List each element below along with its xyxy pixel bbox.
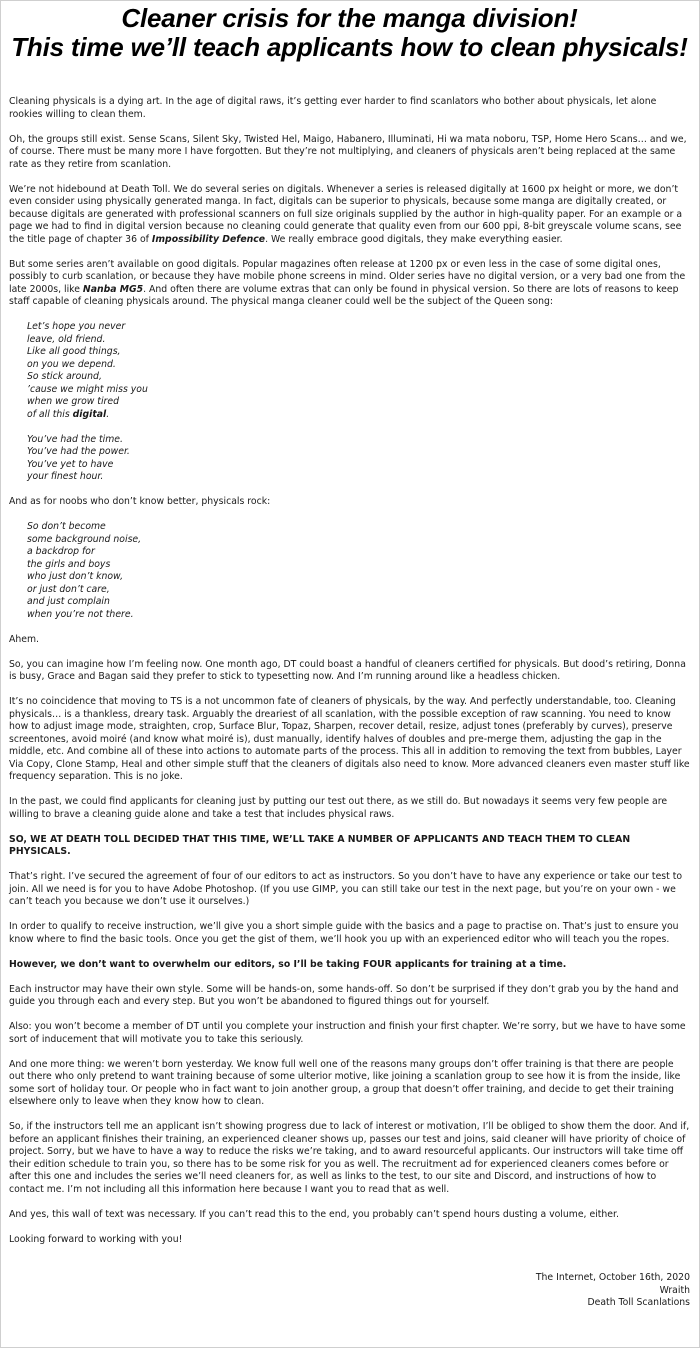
paragraph-closing: Looking forward to working with you! [9,1233,183,1245]
poem-line: You’ve yet to have [27,458,114,470]
paragraph-digitals-text-b: . We really embrace good digitals, they make everything easier. [265,233,563,245]
song-quote-1 [27,321,690,484]
paragraph-intro: Cleaning physicals is a dying art. In the age of digital raws, it’s getting ever harder to find scanlators who bother about physicals, let alone rookies willing to clean them. [9,96,657,120]
poem-line: some background noise, [27,533,142,545]
poem-line: leave, old friend. [27,333,106,345]
paragraph-digitals-text-a: We’re not hidebound at Death Toll. We do several series on digitals. Whenever a series is released digitally at 1600 px height or more, we don’t even consider using physically generated manga. In fact, digitals can be superior to physicals, because some manga are digitally created, or because digitals are generated with professional scanners on full size originals supplied by the author in high-quality paper. For an example or a page we had to find in digital version because no cleaning could generate that quality even from our 600 ppi, 8-bit greyscale volume scans, see the title page of chapter 36 of [9,183,683,245]
poem-line: when you’re not there. [27,608,134,620]
paragraph-ahem: Ahem. [9,633,39,645]
paragraph-four-applicants: However, we don’t want to overwhelm our editors, so I’ll be taking FOUR applicants for training at a time. [9,958,567,970]
paragraph-one-more-thing: And one more thing: we weren’t born yesterday. We know full well one of the reasons many groups don’t offer training is that there are people out there who only pretend to want training because of some ulterior motive, like joining a scanlation group to see how it is from the inside, like some sort of holiday tour. Or people who in fact want to join another group, a group that doesn’t offer training, and decide to get their training elsewhere only to leave when they know how to clean. [9,1058,681,1107]
paragraph-physicals-text-a: But some series aren’t available on good digitals. Popular magazines often release at 1200 px or even less in the case of some digital ones, possibly to curb scanlation, or because they have mobile phone screens in mind. Older series have no digital version, or a very bad one from the late 2000s, like [9,258,686,295]
poem-emphasis: digital [72,408,107,420]
poem-line: on you we depend. [27,358,116,370]
signature-block [9,1272,690,1310]
poem-line: who just don’t know, [27,571,124,582]
title-nanba-mg5: Nanba MG5 [82,283,144,295]
poem-line: or just don’t care, [27,583,110,595]
paragraph-progress-policy: So, if the instructors tell me an applicant isn’t showing progress due to lack of interest or motivation, I’ll be obliged to show them the door. And if, before an applicant finishes their training, an experienced cleaner shows up, passes our test and joins, said cleaner will have priority of choice of project. Sorry, but we have to have a way to reduce the risks we’re taking, and to award resourceful applicants. Our instructors will take time off their edition schedule to train you, so there has to be some risk for you as well. The recruitment ad for experienced cleaners comes before or after this one and includes the series we’ll need cleaners for, as well as links to the test, to our site and Discord, and instructions of how to contact me. I’m not including all this information here because I want you to read that as well. [9,1121,690,1195]
title-line-1: Cleaner crisis for the manga division! [121,3,578,33]
poem-line: Let’s hope you never [27,321,126,332]
paragraph-instructor-style: Each instructor may have their own style. Some will be hands-on, some hands-off. So don’t be surprised if they don’t grab you by the hand and guide you through each and every step. But you won’t be abandoned to figured things out for yourself. [9,983,679,1007]
signature-group: Death Toll Scanlations [587,1297,690,1308]
paragraph-announcement: SO, WE AT DEATH TOLL DECIDED THAT THIS TIME, WE’LL TAKE A NUMBER OF APPLICANTS AND TEACH THEM TO CLEAN PHYSICALS. [9,833,631,857]
paragraph-instructors: That’s right. I’ve secured the agreement of four of our editors to act as instructors. So you don’t have to have any experience or take our test to join. All we need is for you to have Adobe Photoshop. (If you use GIMP, you can still take our test in the next page, but you’re on your own - we can’t teach you because we don’t use it ourselves.) [9,871,683,907]
paragraph-past: In the past, we could find applicants for cleaning just by putting our test out there, as we still do. But nowadays it seems very few people are willing to brave a cleaning guide alone and take a test that includes physical raws. [9,796,668,820]
paragraph-digitals [9,184,690,247]
paragraph-feeling: So, you can imagine how I’m feeling now. One month ago, DT could boast a handful of cleaners certified for physicals. But dood’s retiring, Donna is busy, Grace and Bagan said they prefer to stick to typesetting now. And I’m running around like a headless chicken. [9,658,686,682]
paragraph-membership: Also: you won’t become a member of DT until you complete your instruction and finish your first chapter. We’re sorry, but we have to have some sort of inducement that will motivate you to take this seriously. [9,1021,686,1045]
poem-line: when we grow tired [27,396,119,407]
poem-line: You’ve had the time. [27,433,123,445]
signature-place-date: The Internet, October 16th, 2020 [535,1272,690,1283]
paragraph-cleaning-tasks: It’s no coincidence that moving to TS is a not uncommon fate of cleaners of physicals, by the way. And perfectly understandable, too. Cleaning physicals… is a thankless, dreary task. Arguably the dreariest of all scanlation, with the possible exception of raw scanning. You need to know how to adjust image mode, straighten, crop, Surface Blur, Topaz, Sharpen, recover detail, resize, adjust tones (preferably by curves), preserve screentones, avoid moiré (and know what moiré is), dust manually, identify halves of doubles and pre-merge them, adjusting the gap in the middle, etc. And combine all of these into actions to automate parts of the process. This all in addition to removing the text from bubbles, Layer Via Copy, Clone Stamp, Heal and other simple stuff that the cleaners of digitals also need to know. More advanced cleaners even master stuff like frequency separation. This is no joke. [9,696,690,782]
paragraph-noobs: And as for noobs who don’t know better, physicals rock: [9,496,271,507]
poem-line: your finest hour. [27,471,104,482]
paragraph-physicals-text-b: . And often there are volume extras that can only be found in physical version. So there are lots of reasons to keep staff capable of cleaning physicals around. The physical manga cleaner could well be the subject of the Queen song: [9,283,679,307]
poem-line: So don’t become [27,521,106,532]
page-title [9,4,690,62]
poem-line: ’cause we might miss you [27,383,148,395]
poem-line: Like all good things, [27,346,121,357]
poem-line: You’ve had the power. [27,446,130,457]
song-quote-2 [27,521,690,621]
paragraph-physicals [9,259,690,309]
article-body [9,96,690,1310]
stanza-break [27,421,690,434]
poem-line: the girls and boys [27,558,111,570]
title-impossibility-defence: Impossibility Defence [151,233,266,245]
paragraph-groups: Oh, the groups still exist. Sense Scans, Silent Sky, Twisted Hel, Maigo, Habanero, Illuminati, Hi wa mata noboru, TSP, Home Hero Scans… and we, of course. There must be many more I have forgotten. But they’re not multiplying, and cleaners of physicals aren’t being replaced at the same rate as they retire from scanlation. [9,133,687,170]
paragraph-qualify: In order to qualify to receive instruction, we’ll give you a short simple guide with the basics and a page to practise on. That’s just to ensure you know where to find the basic tools. Once you get the gist of them, we’ll hook you up with an experienced editor who will teach you the ropes. [9,921,679,945]
poem-line-text: . [106,408,110,420]
signature-author: Wraith [659,1284,690,1296]
poem-line [27,409,690,422]
poem-line: a backdrop for [27,546,95,557]
poem-line: So stick around, [27,371,102,382]
title-line-2: This time we’ll teach applicants how to clean physicals! [11,32,688,62]
poem-line-text: of all this [27,408,73,420]
poem-line: and just complain [27,596,110,607]
paragraph-wall-of-text: And yes, this wall of text was necessary. If you can’t read this to the end, you probably can’t spend hours dusting a volume, either. [9,1208,619,1220]
